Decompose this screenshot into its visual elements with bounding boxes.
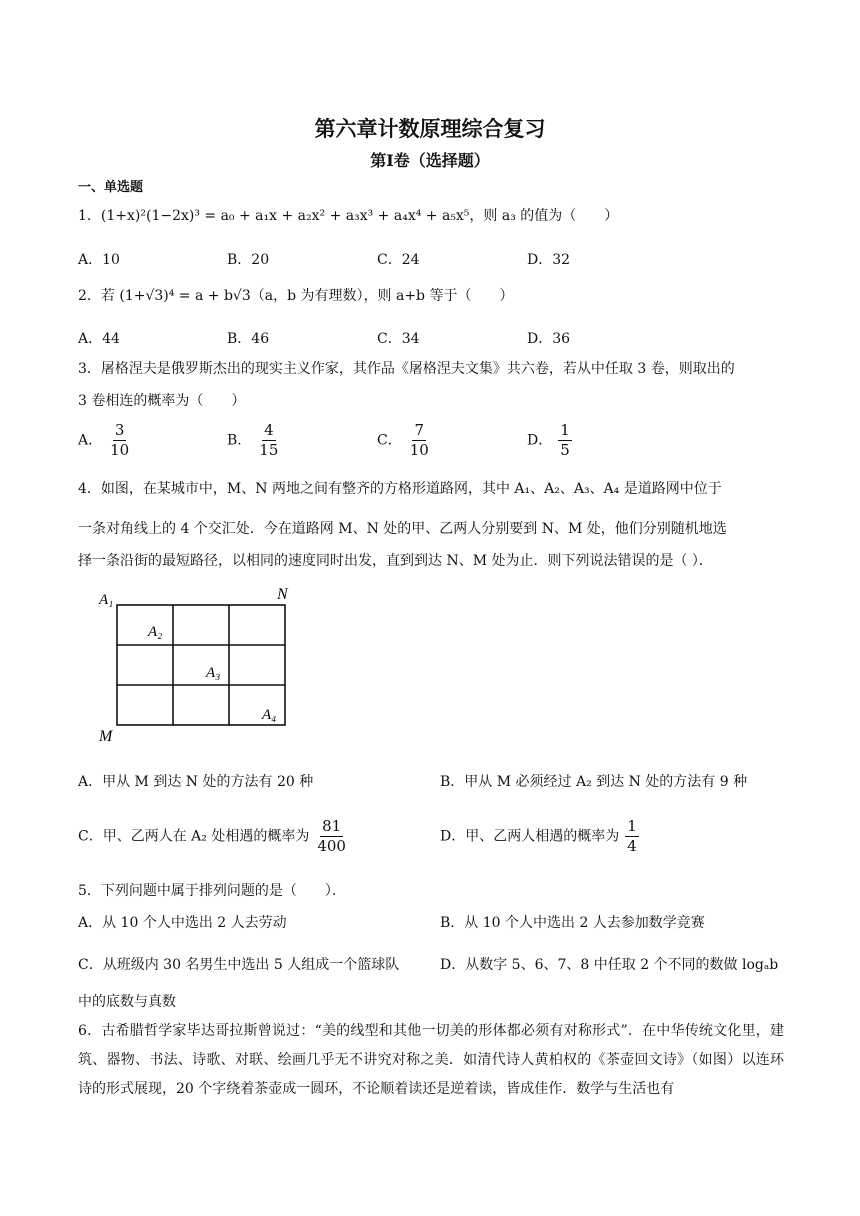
question-5-option-c: C．从班级内 30 名男生中选出 5 人组成一个篮球队 (78, 957, 400, 973)
question-2-stem: 2．若 (1+√3)⁴ = a + b√3（a，b 为有理数），则 a+b 等于（ ） (78, 288, 514, 304)
question-3-option-b (227, 421, 280, 460)
question-3-stem-line-2: 3 卷相连的概率为（ ） (78, 393, 246, 409)
fraction (408, 421, 431, 460)
question-2-option-b: B．46 (227, 331, 270, 347)
fraction (558, 421, 572, 460)
question-4-option-c (78, 817, 348, 856)
question-3-stem-line-1: 3．屠格涅夫是俄罗斯杰出的现实主义作家，其作品《屠格涅夫文集》共六卷，若从中任取 3 卷，则取出的 (78, 361, 735, 377)
fraction (625, 817, 639, 856)
question-1-option-d: D．32 (527, 252, 571, 268)
question-2-option-d: D．36 (527, 331, 571, 347)
question-5-stem: 5．下列问题中属于排列问题的是（ ）． (78, 883, 346, 899)
fraction-numerator: 1 (627, 817, 637, 835)
fraction-numerator: 81 (322, 817, 342, 835)
label-n: N (277, 586, 288, 603)
question-4-option-d (440, 817, 639, 856)
fraction-denominator: 4 (627, 837, 637, 855)
option-label: B． (227, 432, 252, 449)
option-text: D．甲、乙两人相遇的概率为 (440, 828, 620, 845)
fraction-numerator: 4 (264, 421, 274, 439)
question-1-option-b: B．20 (227, 252, 270, 268)
question-2-option-c: C．34 (377, 331, 420, 347)
fraction-denominator: 10 (110, 441, 130, 459)
option-label: A． (78, 432, 103, 449)
road-grid-figure (95, 585, 305, 745)
question-1-option-c: C．24 (377, 252, 420, 268)
question-1-stem: 1．(1+x)²(1−2x)³ = a₀ + a₁x + a₂x² + a₃x³ + a₄x⁴ + a₅x⁵，则 a₃ 的值为（ ） (78, 208, 619, 224)
label-a4: A₄ (262, 707, 277, 723)
label-a1: A₁ (99, 592, 114, 608)
option-label: D． (527, 432, 553, 449)
question-4-stem-line-2: 一条对角线上的 4 个交汇处．今在道路网 M、N 处的甲、乙两人分别要到 N、M 处，他们分别随机地选 (78, 521, 727, 537)
question-5-option-d-continuation: 中的底数与真数 (78, 994, 176, 1010)
fraction-denominator: 15 (259, 441, 279, 459)
label-m: M (99, 728, 113, 745)
grid-outline (117, 605, 285, 725)
fraction-denominator: 10 (409, 441, 429, 459)
question-3-option-d (527, 421, 572, 460)
fraction (257, 421, 280, 460)
question-4-option-a: A．甲从 M 到达 N 处的方法有 20 种 (78, 774, 314, 790)
page-subtitle: 第Ⅰ卷（选择题） (370, 151, 490, 170)
grid-lines (117, 605, 285, 725)
question-4-stem-line-3: 择一条沿街的最短路径，以相同的速度同时出发，直到到达 N、M 处为止．则下列说法错误的是（ ）． (78, 553, 713, 569)
label-a2: A₂ (148, 624, 163, 640)
option-label: C． (377, 432, 402, 449)
question-4-option-b: B．甲从 M 必须经过 A₂ 到达 N 处的方法有 9 种 (440, 774, 748, 790)
question-5-option-d: D．从数字 5、6、7、8 中任取 2 个不同的数做 logₐb (440, 957, 779, 973)
question-2-option-a: A．44 (78, 331, 120, 347)
fraction (108, 421, 131, 460)
fraction-numerator: 3 (114, 421, 125, 439)
fraction-denominator: 400 (317, 837, 346, 855)
question-3-option-c (377, 421, 431, 460)
label-a3: A₃ (206, 665, 221, 681)
section-heading: 一、单选题 (78, 180, 144, 195)
question-5-option-b: B．从 10 个人中选出 2 人去参加数学竞赛 (440, 915, 705, 931)
option-text: C．甲、乙两人在 A₂ 处相遇的概率为 (78, 828, 310, 845)
question-1-option-a: A．10 (78, 252, 120, 268)
fraction-numerator: 1 (560, 421, 570, 439)
page-title: 第六章计数原理综合复习 (314, 116, 546, 141)
fraction-numerator: 7 (414, 421, 425, 439)
question-4-stem-line-1: 4．如图，在某城市中，M、N 两地之间有整齐的方格形道路网，其中 A₁、A₂、A₃、A₄ 是道路网中位于 (78, 481, 722, 497)
fraction-denominator: 5 (560, 441, 570, 459)
fraction (315, 817, 348, 856)
question-6-stem: 6．古希腊哲学家毕达哥拉斯曾说过：“美的线型和其他一切美的形体都必须有对称形式”．在中华传统文化里，建筑、器物、书法、诗歌、对联、绘画几乎无不讲究对称之美．如清代诗人黄柏权的《茶壶回文诗》（如图）以连环诗的形式展现，20 个字绕着茶壶成一圆环，不论顺着读还是逆着读，皆成佳作．数学与生活也有 (78, 1023, 784, 1097)
question-5-option-a: A．从 10 个人中选出 2 人去劳动 (78, 915, 287, 931)
question-3-option-a (78, 421, 131, 460)
